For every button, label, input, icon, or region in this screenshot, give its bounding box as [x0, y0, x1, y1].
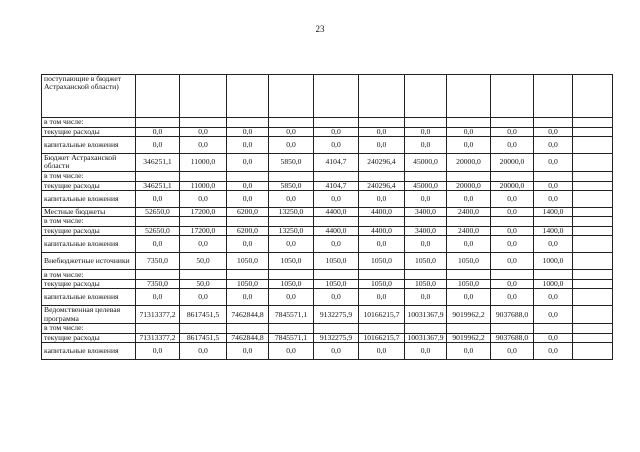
table-cell — [491, 323, 534, 333]
table-cell — [405, 171, 447, 181]
table-cell: 9037688,0 — [491, 333, 534, 342]
table-cell: 0,0 — [136, 128, 180, 137]
table-cell: 20000,0 — [491, 181, 534, 190]
table-cell: 346251,1 — [136, 181, 180, 190]
table-row — [42, 75, 613, 118]
table-cell: 0,0 — [227, 289, 269, 306]
table-row — [42, 343, 613, 360]
table-cell — [573, 333, 613, 342]
page-number: 23 — [315, 24, 325, 34]
table-cell — [573, 280, 613, 289]
table-cell — [269, 270, 314, 280]
table-cell: 0,0 — [534, 154, 573, 171]
table-cell: 9019962,2 — [447, 333, 491, 342]
table-cell: 3400,0 — [405, 207, 447, 216]
table-cell — [227, 118, 269, 128]
table-cell — [447, 323, 491, 333]
table-cell: 0,0 — [180, 343, 227, 360]
table-cell — [573, 343, 613, 360]
table-cell: 1050,0 — [269, 280, 314, 289]
table-cell — [314, 118, 359, 128]
table-cell: 1050,0 — [405, 280, 447, 289]
table-cell — [227, 323, 269, 333]
table-row — [42, 323, 613, 333]
table-cell: 0,0 — [534, 306, 573, 323]
table-cell: 9132275,9 — [314, 306, 359, 323]
table-cell: 0,0 — [534, 190, 573, 207]
table-cell: 2400,0 — [447, 227, 491, 236]
table-cell: 0,0 — [314, 137, 359, 154]
table-row — [42, 333, 613, 342]
table-row — [42, 154, 613, 171]
table-cell: 8617451,5 — [180, 333, 227, 342]
table-cell: 0,0 — [534, 128, 573, 137]
table-cell: 1050,0 — [447, 253, 491, 270]
table-cell: 0,0 — [269, 289, 314, 306]
table-cell — [534, 323, 573, 333]
table-row — [42, 128, 613, 137]
table-cell: 0,0 — [447, 289, 491, 306]
table-cell — [573, 137, 613, 154]
table-cell: 45000,0 — [405, 154, 447, 171]
table-cell — [180, 118, 227, 128]
table-cell — [405, 323, 447, 333]
table-cell — [447, 75, 491, 118]
table-cell: 1050,0 — [227, 253, 269, 270]
table-cell — [180, 75, 227, 118]
table-cell: 4400,0 — [314, 227, 359, 236]
table-cell — [573, 128, 613, 137]
table-cell: 11000,0 — [180, 154, 227, 171]
table-cell — [573, 227, 613, 236]
table-cell — [573, 289, 613, 306]
table-cell: 20000,0 — [447, 154, 491, 171]
table-cell — [136, 270, 180, 280]
row-label: капитальные вложения — [42, 190, 136, 207]
table-cell — [180, 270, 227, 280]
table-cell — [534, 217, 573, 227]
table-cell: 1050,0 — [227, 280, 269, 289]
budget-table-body — [42, 75, 613, 360]
table-cell: 0,0 — [491, 207, 534, 216]
table-cell: 0,0 — [447, 137, 491, 154]
row-label: в том числе: — [42, 323, 136, 333]
table-cell — [573, 118, 613, 128]
table-cell: 71313377,2 — [136, 333, 180, 342]
table-row — [42, 207, 613, 216]
table-cell: 52650,0 — [136, 227, 180, 236]
table-cell — [534, 270, 573, 280]
table-cell: 0,0 — [269, 137, 314, 154]
table-cell: 4104,7 — [314, 154, 359, 171]
table-row — [42, 280, 613, 289]
table-cell: 0,0 — [180, 236, 227, 253]
table-cell: 0,0 — [405, 236, 447, 253]
table-cell: 0,0 — [359, 236, 405, 253]
table-cell: 7845571,1 — [269, 333, 314, 342]
table-cell: 0,0 — [534, 333, 573, 342]
row-label: в том числе: — [42, 118, 136, 128]
table-cell — [405, 217, 447, 227]
table-cell: 9019962,2 — [447, 306, 491, 323]
table-cell — [269, 323, 314, 333]
table-cell: 0,0 — [269, 128, 314, 137]
table-cell: 0,0 — [405, 289, 447, 306]
table-cell: 346251,1 — [136, 154, 180, 171]
table-cell: 0,0 — [405, 128, 447, 137]
table-row — [42, 217, 613, 227]
table-row — [42, 171, 613, 181]
table-cell — [314, 75, 359, 118]
table-cell — [269, 217, 314, 227]
table-cell: 4400,0 — [359, 207, 405, 216]
row-label: Ведомственная целевая программа — [42, 306, 136, 323]
table-cell — [447, 217, 491, 227]
table-cell — [227, 171, 269, 181]
table-cell: 0,0 — [491, 343, 534, 360]
table-cell: 0,0 — [491, 280, 534, 289]
table-cell — [573, 181, 613, 190]
table-cell — [314, 217, 359, 227]
table-cell — [269, 75, 314, 118]
table-cell: 0,0 — [534, 137, 573, 154]
table-cell — [573, 217, 613, 227]
table-cell — [136, 75, 180, 118]
table-cell: 0,0 — [359, 137, 405, 154]
table-row — [42, 289, 613, 306]
table-cell — [269, 171, 314, 181]
table-cell — [573, 207, 613, 216]
table-cell: 11000,0 — [180, 181, 227, 190]
row-label: текущие расходы — [42, 227, 136, 236]
table-cell: 0,0 — [227, 343, 269, 360]
row-label: капитальные вложения — [42, 137, 136, 154]
table-cell: 10166215,7 — [359, 306, 405, 323]
table-cell: 20000,0 — [491, 154, 534, 171]
table-cell: 4400,0 — [314, 207, 359, 216]
table-cell: 4104,7 — [314, 181, 359, 190]
table-cell: 0,0 — [405, 343, 447, 360]
row-label: в том числе: — [42, 171, 136, 181]
table-cell: 1000,0 — [534, 280, 573, 289]
table-cell: 17200,0 — [180, 227, 227, 236]
table-cell: 1400,0 — [534, 227, 573, 236]
row-label: капитальные вложения — [42, 343, 136, 360]
row-label: в том числе: — [42, 270, 136, 280]
table-cell — [534, 171, 573, 181]
table-cell: 0,0 — [491, 236, 534, 253]
table-cell: 0,0 — [136, 190, 180, 207]
table-cell — [534, 118, 573, 128]
table-cell: 0,0 — [227, 181, 269, 190]
table-cell: 20000,0 — [447, 181, 491, 190]
row-label: Местные бюджеты — [42, 207, 136, 216]
table-cell: 0,0 — [314, 343, 359, 360]
table-cell — [136, 118, 180, 128]
table-cell: 0,0 — [534, 181, 573, 190]
table-cell: 5850,0 — [269, 154, 314, 171]
table-cell — [359, 323, 405, 333]
table-cell: 4400,0 — [359, 227, 405, 236]
table-cell: 0,0 — [447, 236, 491, 253]
table-cell: 7462844,8 — [227, 333, 269, 342]
table-cell — [491, 270, 534, 280]
table-row — [42, 227, 613, 236]
table-cell: 0,0 — [227, 236, 269, 253]
table-cell: 10031367,9 — [405, 306, 447, 323]
table-cell — [136, 217, 180, 227]
table-cell — [573, 190, 613, 207]
table-cell — [269, 118, 314, 128]
row-label: текущие расходы — [42, 128, 136, 137]
row-label: поступающие в бюджет Астраханской области) — [42, 75, 136, 118]
row-label: Бюджет Астраханской области — [42, 154, 136, 171]
table-cell: 0,0 — [269, 236, 314, 253]
table-cell: 240296,4 — [359, 181, 405, 190]
row-label: текущие расходы — [42, 181, 136, 190]
table-cell: 71313377,2 — [136, 306, 180, 323]
table-cell — [405, 270, 447, 280]
table-cell — [573, 154, 613, 171]
table-cell: 7462844,8 — [227, 306, 269, 323]
row-label: капитальные вложения — [42, 289, 136, 306]
table-cell: 0,0 — [359, 128, 405, 137]
table-row — [42, 253, 613, 270]
table-row — [42, 181, 613, 190]
table-cell — [491, 217, 534, 227]
row-label: в том числе: — [42, 217, 136, 227]
table-cell: 1050,0 — [447, 280, 491, 289]
table-cell: 9132275,9 — [314, 333, 359, 342]
table-cell — [447, 270, 491, 280]
table-cell: 0,0 — [180, 128, 227, 137]
table-row — [42, 236, 613, 253]
table-cell: 0,0 — [136, 137, 180, 154]
table-cell: 1050,0 — [269, 253, 314, 270]
table-cell: 0,0 — [180, 289, 227, 306]
table-cell: 0,0 — [136, 236, 180, 253]
table-cell — [447, 118, 491, 128]
table-cell: 45000,0 — [405, 181, 447, 190]
table-cell — [180, 323, 227, 333]
table-cell: 0,0 — [136, 289, 180, 306]
table-cell — [227, 75, 269, 118]
table-cell: 10166215,7 — [359, 333, 405, 342]
table-cell: 0,0 — [405, 190, 447, 207]
table-cell — [180, 171, 227, 181]
row-label: текущие расходы — [42, 333, 136, 342]
table-cell: 8617451,5 — [180, 306, 227, 323]
table-cell: 1050,0 — [359, 253, 405, 270]
table-row — [42, 306, 613, 323]
table-cell: 1050,0 — [314, 253, 359, 270]
table-cell — [573, 323, 613, 333]
table-cell — [573, 171, 613, 181]
row-label: Внебюджетные источники — [42, 253, 136, 270]
table-cell: 50,0 — [180, 253, 227, 270]
table-cell: 6200,0 — [227, 227, 269, 236]
table-cell: 0,0 — [491, 137, 534, 154]
table-cell — [359, 171, 405, 181]
table-cell: 0,0 — [534, 236, 573, 253]
table-row — [42, 190, 613, 207]
table-cell — [573, 75, 613, 118]
table-cell — [405, 118, 447, 128]
table-cell: 17200,0 — [180, 207, 227, 216]
table-cell: 0,0 — [491, 289, 534, 306]
table-cell: 0,0 — [269, 343, 314, 360]
table-cell: 0,0 — [491, 190, 534, 207]
table-cell: 0,0 — [447, 343, 491, 360]
table-cell — [573, 236, 613, 253]
table-cell: 0,0 — [314, 289, 359, 306]
table-cell — [491, 171, 534, 181]
row-label: капитальные вложения — [42, 236, 136, 253]
table-cell: 0,0 — [447, 190, 491, 207]
table-cell: 1050,0 — [405, 253, 447, 270]
table-cell: 1400,0 — [534, 207, 573, 216]
table-cell: 3400,0 — [405, 227, 447, 236]
table-cell — [573, 306, 613, 323]
table-cell — [314, 323, 359, 333]
table-cell: 0,0 — [136, 343, 180, 360]
table-cell: 7350,0 — [136, 253, 180, 270]
table-row — [42, 137, 613, 154]
table-cell — [534, 75, 573, 118]
table-cell: 0,0 — [534, 343, 573, 360]
table-cell: 0,0 — [359, 343, 405, 360]
table-cell — [405, 75, 447, 118]
table-cell: 0,0 — [534, 289, 573, 306]
table-cell: 0,0 — [314, 236, 359, 253]
table-cell — [314, 270, 359, 280]
table-cell: 0,0 — [227, 128, 269, 137]
table-cell: 5850,0 — [269, 181, 314, 190]
table-cell: 0,0 — [491, 128, 534, 137]
table-cell: 13250,0 — [269, 227, 314, 236]
table-cell: 0,0 — [314, 128, 359, 137]
table-cell: 1000,0 — [534, 253, 573, 270]
table-cell — [491, 118, 534, 128]
table-cell — [136, 171, 180, 181]
table-cell: 7350,0 — [136, 280, 180, 289]
table-cell — [359, 75, 405, 118]
table-cell — [227, 217, 269, 227]
table-cell: 0,0 — [447, 128, 491, 137]
table-cell — [227, 270, 269, 280]
table-cell: 0,0 — [180, 190, 227, 207]
table-cell: 0,0 — [227, 190, 269, 207]
table-cell — [359, 270, 405, 280]
table-cell: 0,0 — [227, 137, 269, 154]
table-cell: 10031367,9 — [405, 333, 447, 342]
table-cell: 0,0 — [314, 190, 359, 207]
row-label: текущие расходы — [42, 280, 136, 289]
table-cell — [359, 118, 405, 128]
table-cell: 9037688,0 — [491, 306, 534, 323]
table-row — [42, 118, 613, 128]
table-cell: 7845571,1 — [269, 306, 314, 323]
table-cell — [136, 323, 180, 333]
table-cell — [314, 171, 359, 181]
table-cell — [359, 217, 405, 227]
table-cell: 13250,0 — [269, 207, 314, 216]
table-cell: 240296,4 — [359, 154, 405, 171]
table-cell — [491, 75, 534, 118]
table-cell — [447, 171, 491, 181]
table-cell: 0,0 — [359, 190, 405, 207]
table-cell: 1050,0 — [359, 280, 405, 289]
table-cell: 0,0 — [359, 289, 405, 306]
table-cell: 0,0 — [491, 227, 534, 236]
table-cell — [180, 217, 227, 227]
table-cell: 2400,0 — [447, 207, 491, 216]
table-cell — [573, 270, 613, 280]
table-cell: 1050,0 — [314, 280, 359, 289]
table-cell: 52650,0 — [136, 207, 180, 216]
table-cell: 0,0 — [491, 253, 534, 270]
table-cell: 0,0 — [180, 137, 227, 154]
budget-table — [41, 74, 613, 360]
table-cell — [573, 253, 613, 270]
table-cell: 0,0 — [405, 137, 447, 154]
table-cell: 6200,0 — [227, 207, 269, 216]
table-cell: 0,0 — [269, 190, 314, 207]
table-row — [42, 270, 613, 280]
table-cell: 50,0 — [180, 280, 227, 289]
table-cell: 0,0 — [227, 154, 269, 171]
